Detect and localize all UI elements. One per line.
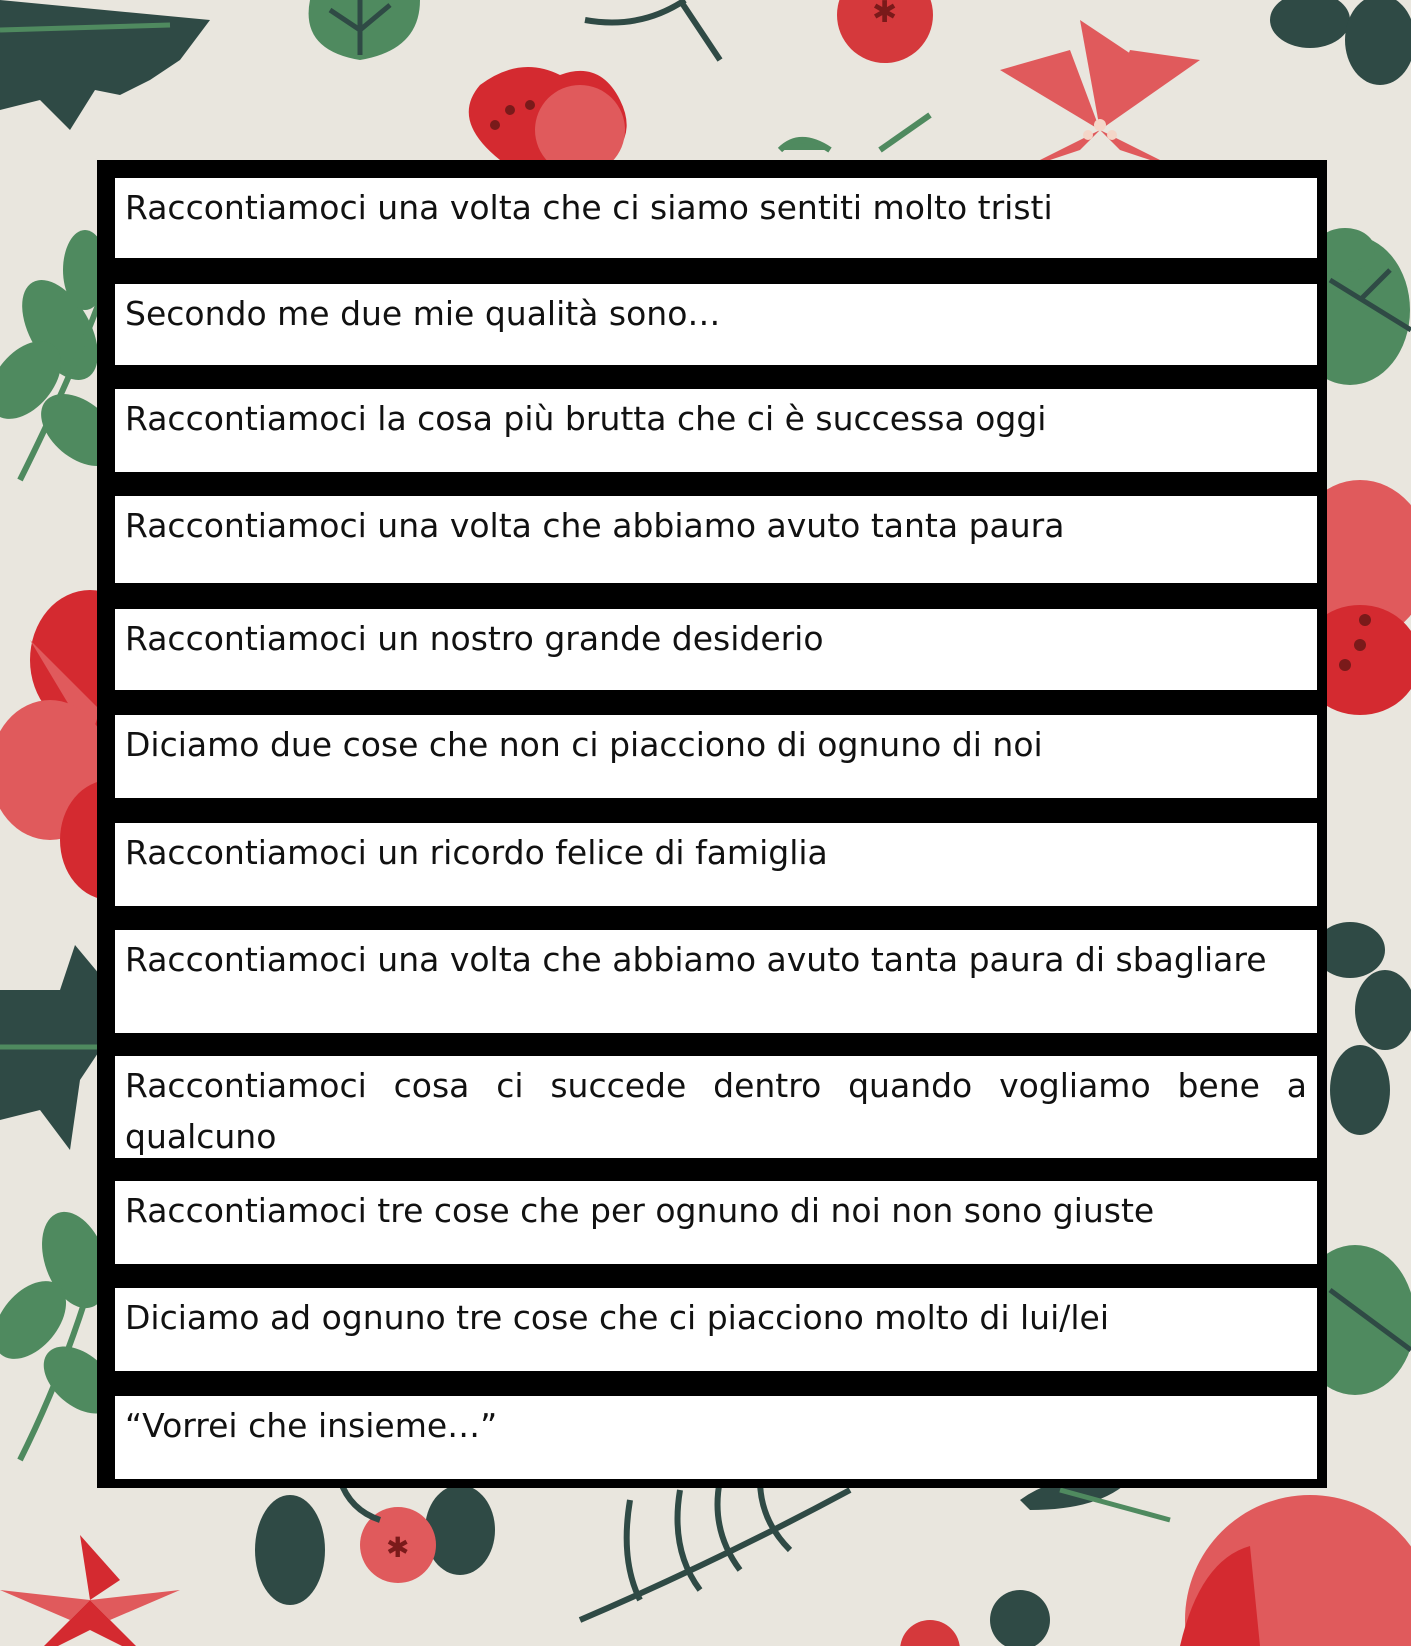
question-text: Raccontiamoci un nostro grande desiderio [125,619,824,658]
question-text: Raccontiamoci cosa ci succede dentro quando vogliamo bene a qualcuno [125,1066,1307,1156]
question-text: Raccontiamoci tre cose che per ognuno di noi non sono giuste [125,1191,1155,1230]
question-text: Diciamo due cose che non ci piacciono di ognuno di noi [125,725,1043,764]
question-card-3 [115,389,1317,472]
pine-branch-icon [580,1480,850,1620]
leaf-icon [309,0,420,60]
question-card-10 [115,1181,1317,1264]
question-card-9 [115,1056,1317,1158]
svg-text:✱: ✱ [386,1531,410,1564]
holly-leaf-icon [0,0,210,130]
poinsettia-icon [1000,20,1200,170]
question-text: Raccontiamoci una volta che abbiamo avuto tanta paura [125,506,1065,545]
question-text: Diciamo ad ognuno tre cose che ci piacciono molto di lui/lei [125,1298,1110,1337]
question-card-8 [115,930,1317,1033]
question-card-2 [115,284,1317,365]
question-cards-panel [97,160,1327,1488]
question-card-6 [115,715,1317,798]
question-text: Secondo me due mie qualità sono… [125,294,721,333]
question-card-11 [115,1288,1317,1371]
question-text: Raccontiamoci un ricordo felice di famiglia [125,833,828,872]
poinsettia-icon [0,1535,180,1646]
svg-text:✱: ✱ [872,0,898,30]
question-card-1 [115,178,1317,258]
question-text: Raccontiamoci la cosa più brutta che ci è successa oggi [125,399,1047,438]
question-text: “Vorrei che insieme…” [125,1406,498,1445]
question-text: Raccontiamoci una volta che ci siamo sentiti molto tristi [125,188,1053,227]
question-text: Raccontiamoci una volta che abbiamo avuto tanta paura di sbagliare [125,940,1267,979]
question-card-4 [115,496,1317,583]
question-card-12 [115,1396,1317,1479]
question-card-5 [115,609,1317,690]
question-card-7 [115,823,1317,906]
